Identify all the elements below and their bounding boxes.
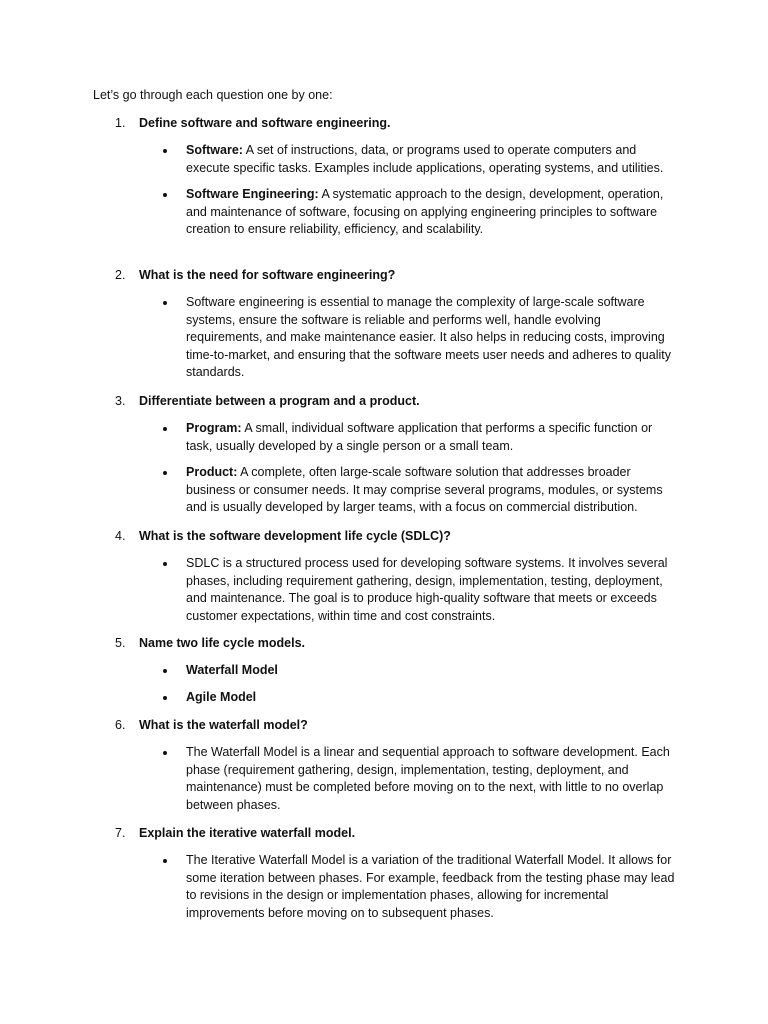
answer-item	[186, 464, 678, 517]
model-name: Agile Model	[186, 689, 257, 704]
answer-list	[93, 294, 693, 382]
answer-item	[186, 142, 678, 177]
answer-item	[186, 420, 678, 455]
question-7	[93, 825, 693, 922]
answer-list	[93, 852, 693, 922]
question-heading	[93, 635, 693, 653]
question-number: 2.	[115, 268, 126, 282]
answer-item	[186, 555, 678, 625]
model-name: Waterfall Model	[186, 663, 278, 677]
answer-list	[93, 555, 693, 625]
question-number: 4.	[115, 529, 126, 543]
question-6	[93, 717, 693, 814]
answer-item	[186, 689, 678, 707]
answer-item	[186, 186, 678, 239]
question-number: 6.	[115, 718, 126, 732]
question-heading	[93, 115, 693, 133]
answer-text: A set of instructions, data, or programs used to operate computers and execute specific tasks. Examples include applications, operating systems, and utilities.	[186, 143, 664, 175]
answer-text: A complete, often large-scale software solution that addresses broader business or consumer needs. It may comprise several programs, modules, or systems and is usually developed by larger teams, with a focus on commercial distribution.	[186, 465, 663, 515]
answer-item	[186, 744, 678, 814]
question-heading	[93, 825, 693, 843]
answer-list	[93, 662, 693, 706]
question-4	[93, 528, 693, 625]
question-title: Name two life cycle models.	[139, 636, 306, 650]
question-2	[93, 267, 693, 382]
question-heading	[93, 717, 693, 735]
question-heading	[93, 528, 693, 546]
intro-text: Let’s go through each question one by one:	[93, 88, 333, 102]
answer-term: Program:	[186, 421, 242, 435]
question-heading	[93, 393, 693, 411]
question-title: Explain the iterative waterfall model.	[139, 826, 356, 840]
question-title: What is the need for software engineering?	[139, 268, 396, 282]
question-5	[93, 635, 693, 706]
question-title: Define software and software engineering.	[139, 116, 391, 130]
answer-term: Software Engineering:	[186, 187, 319, 202]
question-title: What is the software development life cycle (SDLC)?	[139, 529, 451, 543]
answer-list	[93, 420, 693, 517]
answer-item	[186, 662, 678, 680]
question-title: Differentiate between a program and a product.	[139, 394, 420, 408]
answer-term: Software:	[186, 143, 243, 157]
answer-text: SDLC is a structured process used for developing software systems. It involves several phases, including requirement gathering, design, implementation, testing, deployment, and maintenance. The goal is to produce high-quality software that meets or exceeds customer expectations, within time and cost constraints.	[186, 556, 668, 623]
question-1	[93, 115, 693, 239]
answer-term: Product:	[186, 465, 238, 480]
answer-list	[93, 142, 693, 239]
question-number: 1.	[115, 116, 126, 130]
question-number: 3.	[115, 394, 126, 408]
answer-text: The Iterative Waterfall Model is a variation of the traditional Waterfall Model. It allows for some iteration between phases. For example, feedback from the testing phase may lead to revisions in the design or implementation phases, allowing for incremental improvements before moving on to subsequent phases.	[186, 853, 675, 920]
answer-text: The Waterfall Model is a linear and sequential approach to software development. Each phase (requirement gathering, design, implementation, testing, deployment, and maintenance) must be completed before moving on to the next, with little to no overlap between phases.	[186, 745, 670, 812]
answer-list	[93, 744, 693, 814]
question-heading	[93, 267, 693, 285]
answer-item	[186, 294, 678, 382]
answer-item	[186, 852, 678, 922]
question-title: What is the waterfall model?	[139, 718, 308, 732]
question-3	[93, 393, 693, 517]
answer-text: Software engineering is essential to manage the complexity of large-scale software systems, ensure the software is reliable and performs well, handle evolving requirements, and make maintenance easier. It also helps in reducing costs, improving time-to-market, and ensuring that the software meets user needs and adheres to quality standards.	[186, 295, 671, 380]
question-number: 5.	[115, 636, 126, 650]
answer-text: A small, individual software application that performs a specific function or task, usually developed by a single person or a small team.	[186, 421, 653, 453]
answer-text: A systematic approach to the design, development, operation, and maintenance of software, focusing on applying engineering principles to software creation to ensure reliability, efficiency, and scalability.	[186, 187, 664, 237]
question-number: 7.	[115, 826, 126, 840]
